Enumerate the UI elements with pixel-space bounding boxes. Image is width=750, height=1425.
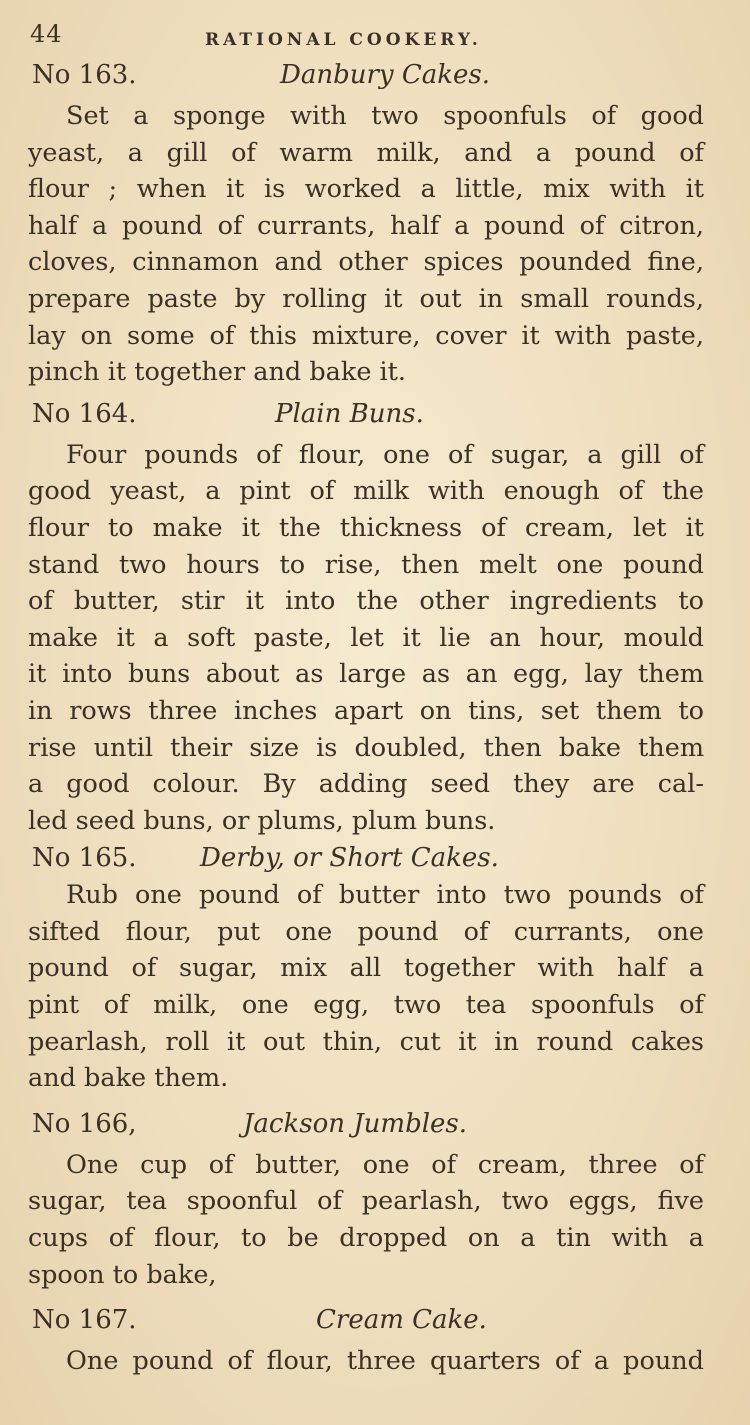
recipe-heading — [28, 56, 704, 98]
page-number: 44 — [30, 20, 63, 48]
text-line: and bake them. — [28, 1063, 229, 1094]
text-line: in rows three inches apart on tins, set them to — [28, 695, 704, 726]
text-line: cups of flour, to be dropped on a tin with a — [28, 1223, 704, 1254]
text-line: it into buns about as large as an egg, lay them — [28, 659, 704, 690]
recipe-164 — [28, 395, 704, 840]
text-line: rise until their size is doubled, then bake them — [28, 732, 704, 763]
text-line: flour to make it the thickness of cream, let it — [28, 512, 704, 543]
recipe-number: No 165. — [32, 843, 137, 874]
text-line: of butter, stir it into the other ingredients to — [28, 586, 704, 617]
recipe-title: Derby, or Short Cakes. — [200, 843, 499, 874]
text-line: sugar, tea spoonful of pearlash, two eggs, five — [28, 1186, 704, 1217]
recipe-167 — [28, 1301, 704, 1380]
running-title: RATIONAL COOKERY. — [205, 30, 482, 50]
recipe-title: Plain Buns. — [275, 398, 424, 429]
text-line: led seed buns, or plums, plum buns. — [28, 805, 496, 836]
text-line: flour ; when it is worked a little, mix with it — [28, 174, 704, 205]
text-line: Rub one pound of butter into two pounds of — [66, 880, 704, 911]
text-line: sifted flour, put one pound of currants, one — [28, 916, 704, 947]
recipe-body — [28, 1343, 704, 1380]
recipe-number: No 163. — [32, 60, 137, 90]
text-line: pearlash, roll it out thin, cut it in round cakes — [28, 1026, 704, 1057]
text-line: pound of sugar, mix all together with half a — [28, 953, 704, 984]
recipe-title: Jackson Jumbles. — [243, 1108, 468, 1139]
text-line: stand two hours to rise, then melt one pound — [28, 549, 704, 580]
page-content — [28, 56, 704, 1380]
recipe-165 — [28, 839, 704, 1097]
text-line: cloves, cinnamon and other spices pounded fine, — [28, 247, 704, 278]
recipe-heading — [28, 839, 704, 877]
recipe-163 — [28, 56, 704, 391]
recipe-body — [28, 1147, 704, 1293]
text-line: half a pound of currants, half a pound of citron, — [28, 210, 704, 241]
text-line: make it a soft paste, let it lie an hour, mould — [28, 622, 704, 653]
recipe-body — [28, 98, 704, 391]
recipe-title: Cream Cake. — [316, 1305, 487, 1336]
recipe-title: Danbury Cakes. — [280, 60, 491, 90]
text-line: yeast, a gill of warm milk, and a pound of — [28, 137, 704, 168]
recipe-body — [28, 437, 704, 840]
text-line: Set a sponge with two spoonfuls of good — [66, 101, 704, 131]
text-line: good yeast, a pint of milk with enough of the — [28, 476, 704, 507]
text-line: lay on some of this mixture, cover it with paste, — [28, 320, 704, 351]
text-line: One pound of flour, three quarters of a pound — [66, 1346, 704, 1377]
text-line: Four pounds of flour, one of sugar, a gill of — [66, 439, 704, 470]
recipe-heading — [28, 1105, 704, 1147]
text-line: prepare paste by rolling it out in small rounds, — [28, 283, 704, 314]
text-line: pint of milk, one egg, two tea spoonfuls of — [28, 990, 704, 1021]
recipe-body — [28, 877, 704, 1097]
text-line: One cup of butter, one of cream, three of — [66, 1149, 704, 1180]
page-header — [30, 20, 720, 50]
recipe-number: No 164. — [32, 398, 137, 429]
recipe-166 — [28, 1105, 704, 1293]
text-line: a good colour. By adding seed they are cal- — [28, 769, 704, 800]
recipe-heading — [28, 1301, 704, 1343]
text-line: spoon to bake, — [28, 1259, 217, 1290]
recipe-number: No 166, — [32, 1108, 137, 1139]
text-line: pinch it together and bake it. — [28, 357, 407, 388]
recipe-number: No 167. — [32, 1305, 137, 1336]
recipe-heading — [28, 395, 704, 437]
